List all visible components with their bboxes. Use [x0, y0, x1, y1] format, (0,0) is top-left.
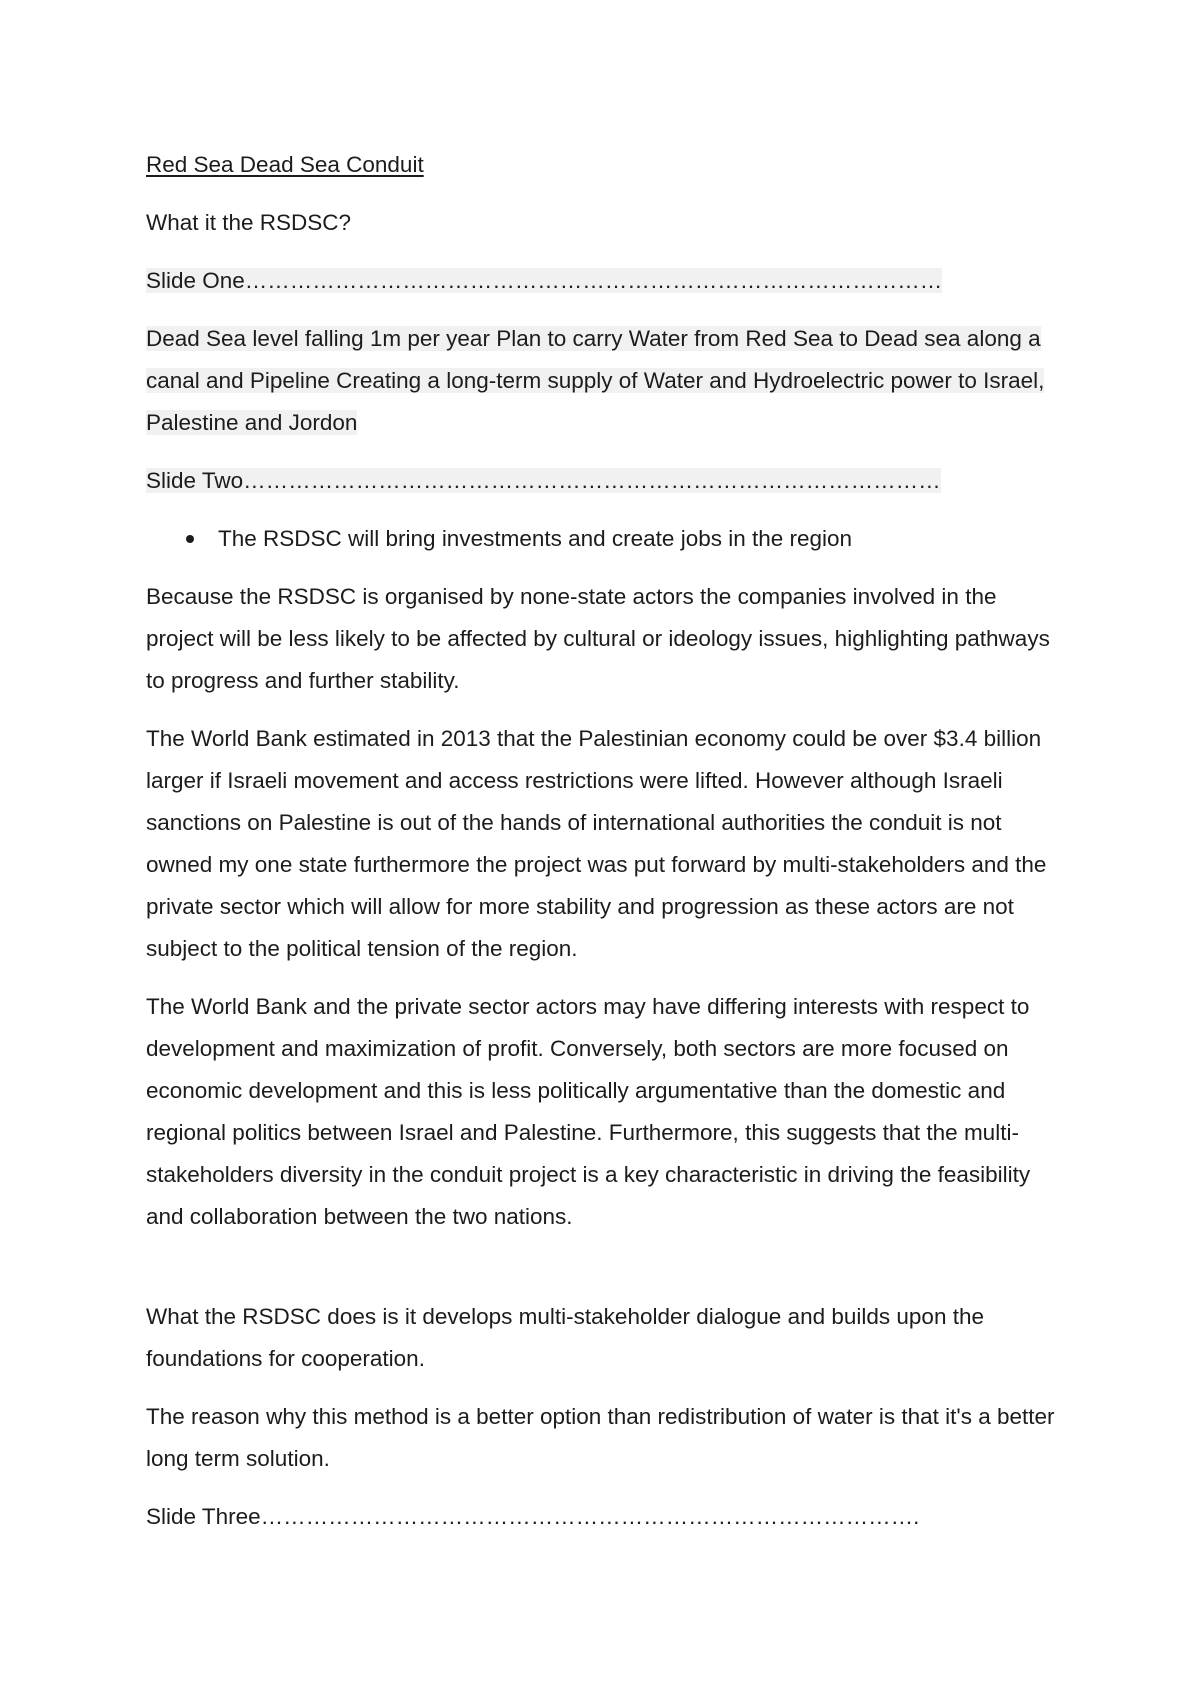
slide-two-label: Slide Two…………………………………………………………………………………: [146, 468, 941, 493]
paragraph-dialogue: What the RSDSC does is it develops multi-stakeholder dialogue and builds upon the foundations for cooperation.: [146, 1304, 984, 1371]
blank-line: [146, 1254, 1066, 1296]
bullet-list: [146, 518, 1066, 560]
paragraph-world-bank-estimate: The World Bank estimated in 2013 that the Palestinian economy could be over $3.4 billion larger if Israeli movement and access restrictions were lifted. However although Israeli sanctions on Palestine is out of the hands of international authorities the conduit is not owned my one state furthermore the project was put forward by multi-stakeholders and the private sector which will allow for more stability and progression as these actors are not subject to the political tension of the region.: [146, 726, 1047, 961]
document-title: Red Sea Dead Sea Conduit: [146, 152, 424, 177]
bullet-icon: [186, 535, 194, 543]
paragraph-differing-interests: The World Bank and the private sector actors may have differing interests with respect to development and maximization of profit. Conversely, both sectors are more focused on economic development and this is less politically argumentative than the domestic and regional politics between Israel and Palestine. Furthermore, this suggests that the multi-stakeholders diversity in the conduit project is a key characteristic in driving the feasibility and collaboration between the two nations.: [146, 994, 1031, 1229]
list-item: [218, 518, 1066, 560]
bullet-text: The RSDSC will bring investments and create jobs in the region: [218, 526, 853, 551]
slide-three-heading: Slide Three…………………………………………………………………………….: [146, 1504, 920, 1529]
paragraph-non-state-actors: Because the RSDSC is organised by none-state actors the companies involved in the project will be less likely to be affected by cultural or ideology issues, highlighting pathways to progress and further stability.: [146, 584, 1050, 693]
document-body: [146, 144, 1066, 1554]
slide-one-label: Slide One…………………………………………………………………………………: [146, 268, 943, 293]
slide-one-paragraph: [146, 318, 1066, 444]
slide-one-heading: [146, 260, 1066, 302]
slide-one-text: Dead Sea level falling 1m per year Plan to carry Water from Red Sea to Dead sea along a canal and Pipeline Creating a long-term supply of Water and Hydroelectric power to Israel, Palestine and Jordon: [146, 326, 1045, 435]
paragraph-long-term-solution: The reason why this method is a better option than redistribution of water is that it's a better long term solution.: [146, 1404, 1055, 1471]
question-line: What it the RSDSC?: [146, 210, 352, 235]
slide-two-heading: [146, 460, 1066, 502]
